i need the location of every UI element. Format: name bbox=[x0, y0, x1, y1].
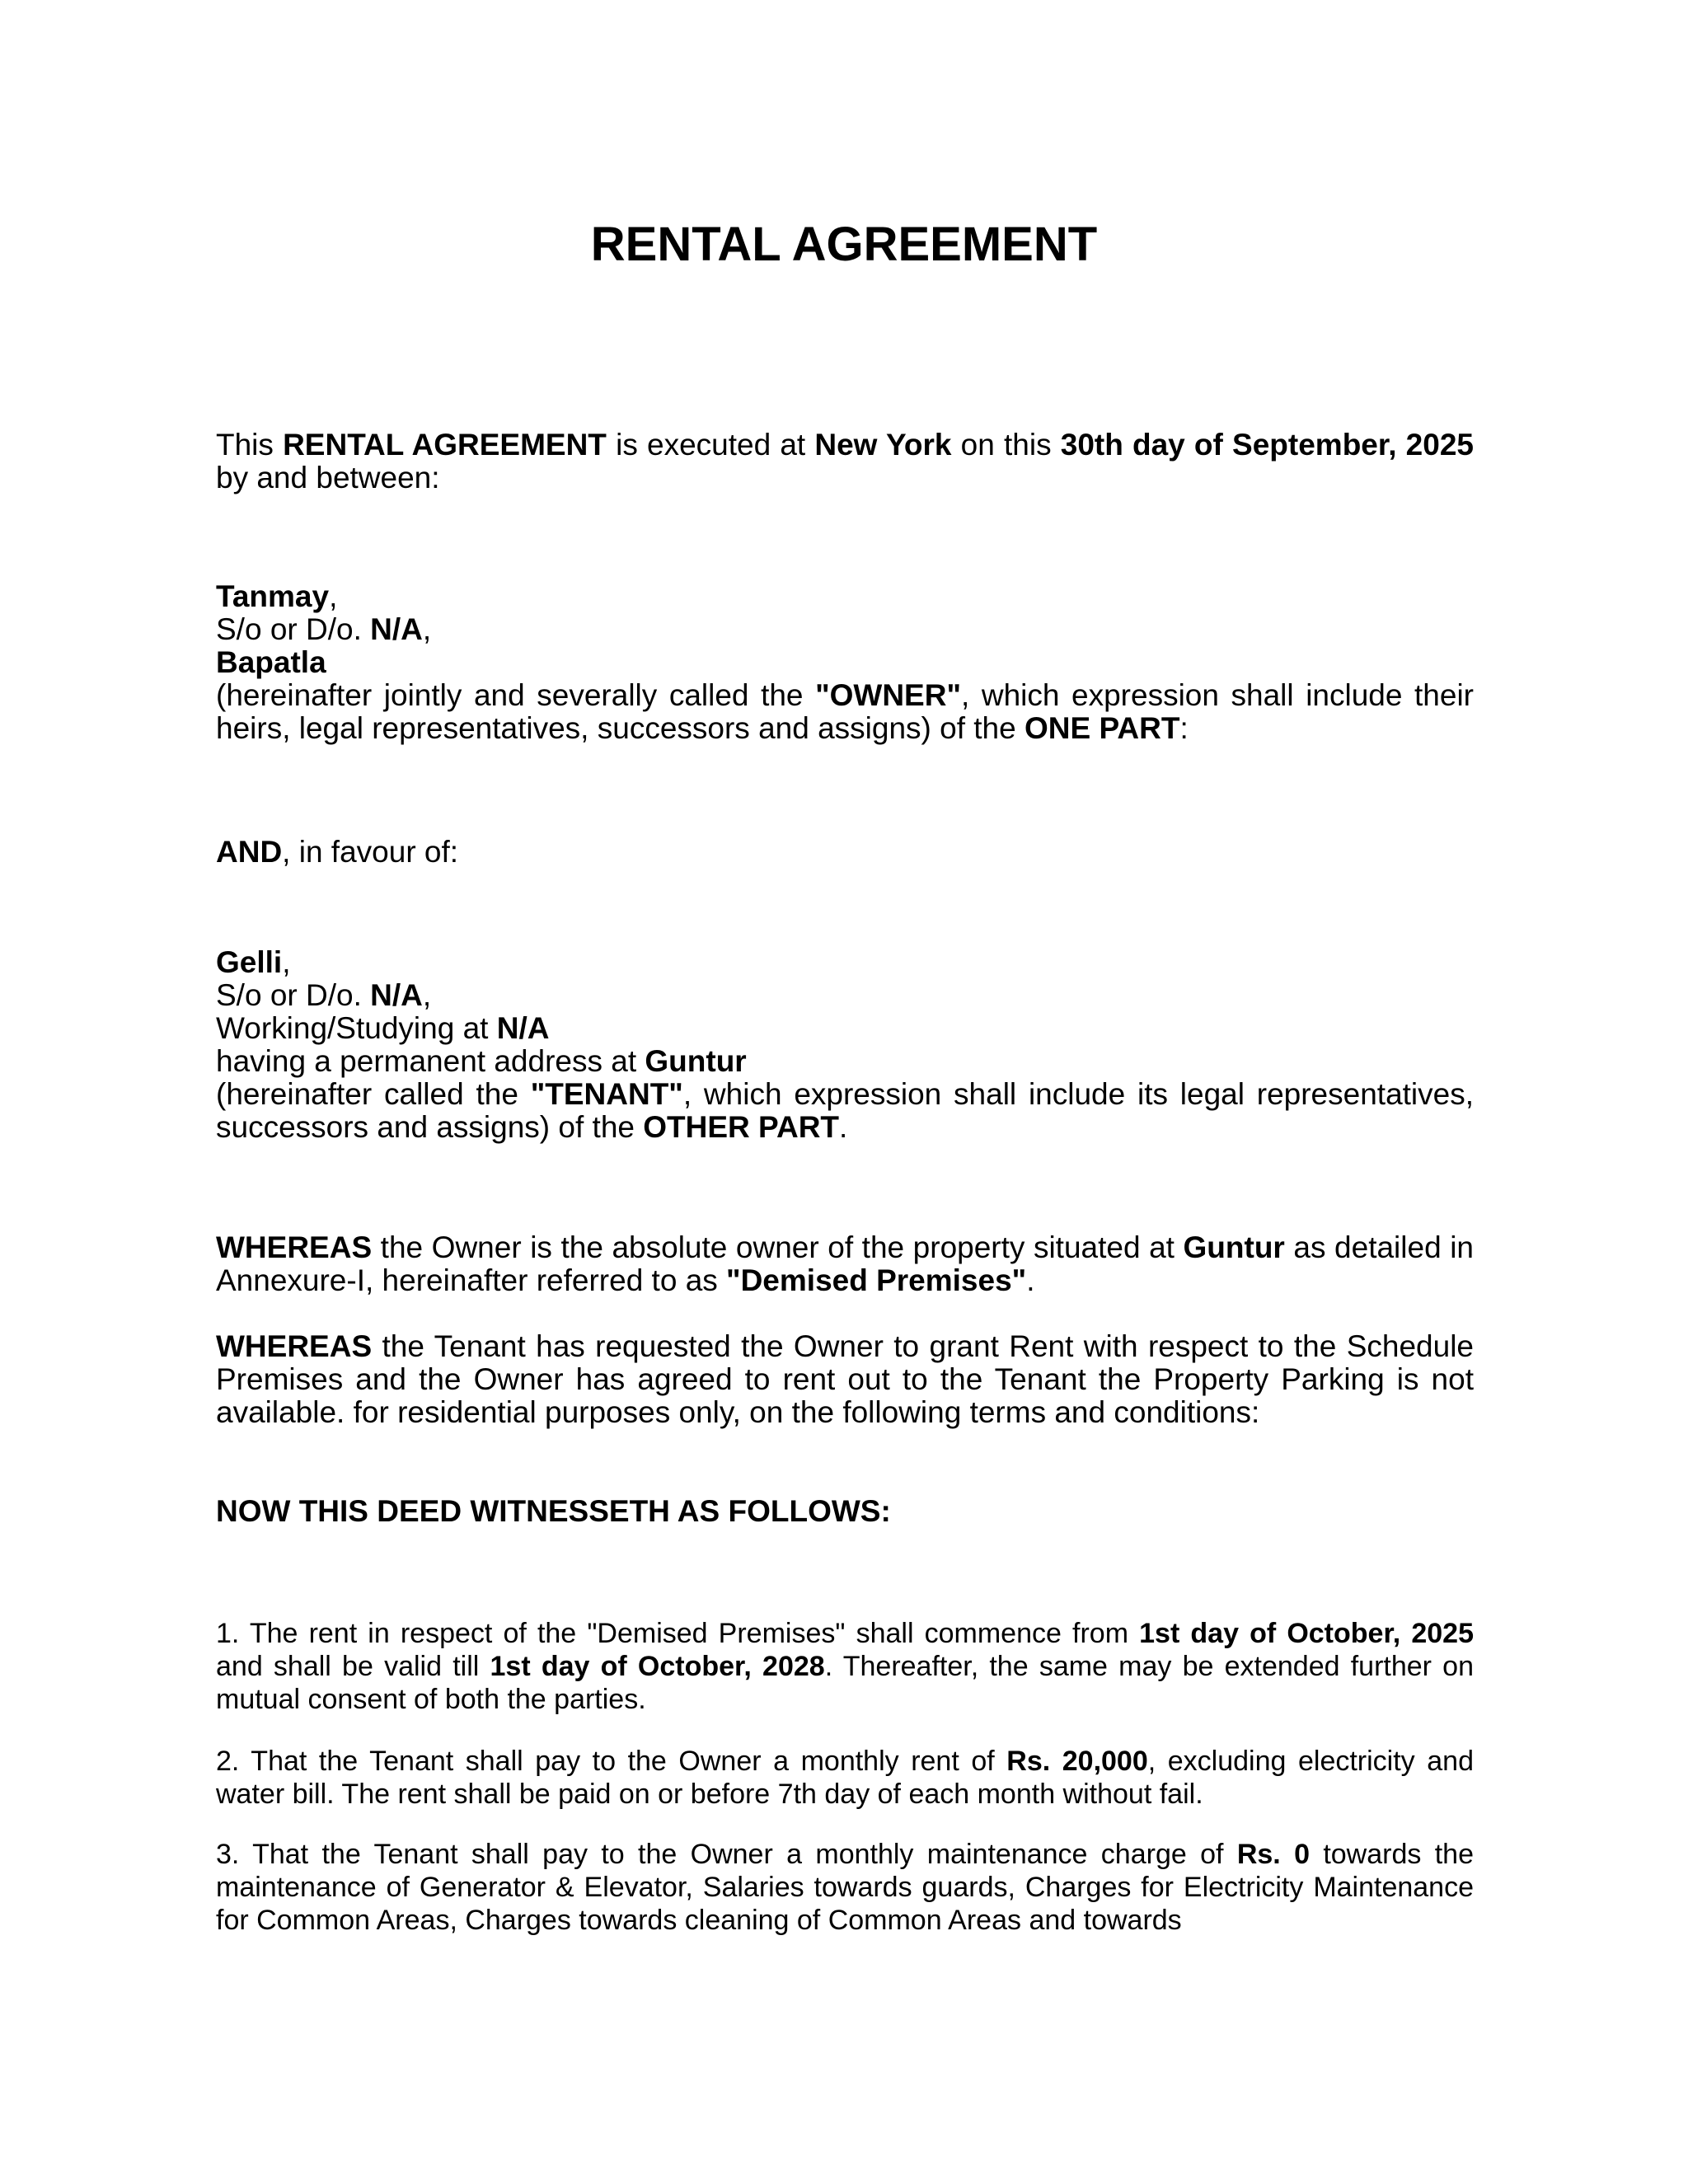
owner-clause bbox=[216, 679, 1474, 745]
tenant-term: "TENANT" bbox=[530, 1077, 683, 1111]
clause-text: . Thereafter, the same may be extended further on mutual consent of both the parties. bbox=[216, 1651, 1474, 1715]
whereas-text: the Owner is the absolute owner of the property situated at bbox=[372, 1230, 1184, 1264]
tenant-parent: N/A bbox=[370, 978, 423, 1012]
clause-2 bbox=[216, 1745, 1474, 1811]
end-date: 1st day of October, 2028 bbox=[490, 1651, 825, 1682]
one-part-term: ONE PART bbox=[1025, 711, 1180, 745]
tenant-section bbox=[216, 946, 1474, 1144]
execution-place: New York bbox=[814, 428, 952, 462]
commencement-date: 1st day of October, 2025 bbox=[1139, 1618, 1475, 1649]
owner-clause-text: , which expression shall include their heirs, legal representatives, successors and assigns) of the bbox=[216, 678, 1474, 745]
tenant-clause-text: (hereinafter called the bbox=[216, 1077, 531, 1111]
owner-name-line bbox=[216, 580, 1474, 613]
owner-parent-line bbox=[216, 613, 1474, 646]
demised-premises-term: "Demised Premises" bbox=[726, 1263, 1027, 1297]
clause-text: , excluding electricity and water bill. The rent shall be paid on or before 7th day of each month without fail. bbox=[216, 1746, 1474, 1810]
clause-text: towards the maintenance of Generator & Elevator, Salaries towards guards, Charges for Electricity Maintenance for Common Areas, Charges towards cleaning of Common Areas and towards bbox=[216, 1839, 1474, 1936]
owner-term: "OWNER" bbox=[815, 678, 961, 712]
whereas-paragraph-2 bbox=[216, 1330, 1474, 1429]
document-title: RENTAL AGREEMENT bbox=[590, 218, 1098, 271]
tenant-address: Guntur bbox=[645, 1044, 747, 1078]
intro-text: is executed at bbox=[606, 428, 815, 462]
intro-text: on this bbox=[951, 428, 1061, 462]
and-text: , in favour of: bbox=[282, 835, 459, 869]
clause-text: 1. The rent in respect of the "Demised Premises" shall commence from bbox=[216, 1618, 1140, 1649]
owner-parent: N/A bbox=[370, 612, 423, 646]
intro-paragraph bbox=[216, 429, 1474, 494]
witnesseth-heading bbox=[216, 1495, 1474, 1528]
execution-date: 30th day of September, 2025 bbox=[1060, 428, 1474, 462]
owner-clause-text: (hereinafter jointly and severally called the bbox=[216, 678, 816, 712]
punctuation: : bbox=[1179, 711, 1189, 745]
tenant-parent-label: S/o or D/o. bbox=[216, 978, 371, 1012]
tenant-name-line bbox=[216, 946, 1474, 979]
property-location: Guntur bbox=[1183, 1230, 1285, 1264]
clause-3 bbox=[216, 1838, 1474, 1937]
punctuation: , bbox=[282, 945, 291, 979]
punctuation: , bbox=[329, 579, 338, 613]
other-part-term: OTHER PART bbox=[643, 1110, 840, 1144]
owner-section bbox=[216, 580, 1474, 745]
whereas-paragraph-1 bbox=[216, 1231, 1474, 1297]
tenant-address-label: having a permanent address at bbox=[216, 1044, 645, 1078]
and-keyword: AND bbox=[216, 835, 283, 869]
punctuation: . bbox=[1026, 1263, 1035, 1297]
tenant-work-line bbox=[216, 1012, 1474, 1045]
clause-text: 3. That the Tenant shall pay to the Owner a monthly maintenance charge of bbox=[216, 1839, 1237, 1870]
clause-text: 2. That the Tenant shall pay to the Owner a monthly rent of bbox=[216, 1746, 1007, 1777]
owner-name: Tanmay bbox=[216, 579, 330, 613]
and-line bbox=[216, 836, 1474, 869]
punctuation: . bbox=[839, 1110, 848, 1144]
whereas-keyword: WHEREAS bbox=[216, 1329, 373, 1363]
tenant-work: N/A bbox=[496, 1011, 550, 1045]
owner-parent-label: S/o or D/o. bbox=[216, 612, 371, 646]
tenant-clause-text: , which expression shall include its legal representatives, successors and assigns) of the bbox=[216, 1077, 1474, 1144]
whereas-text: as detailed in Annexure-I, hereinafter referred to as bbox=[216, 1230, 1475, 1297]
tenant-address-line bbox=[216, 1045, 1474, 1078]
whereas-keyword: WHEREAS bbox=[216, 1230, 373, 1264]
tenant-parent-line bbox=[216, 979, 1474, 1012]
whereas-text: the Tenant has requested the Owner to grant Rent with respect to the Schedule Premises and the Owner has agreed to rent out to the Tenant the Property Parking is not available. for residential purposes only, on the following terms and conditions: bbox=[216, 1329, 1474, 1429]
owner-city-line bbox=[216, 646, 1474, 679]
punctuation: , bbox=[422, 612, 432, 646]
agreement-name: RENTAL AGREEMENT bbox=[283, 428, 607, 462]
monthly-rent: Rs. 20,000 bbox=[1006, 1746, 1148, 1777]
tenant-work-label: Working/Studying at bbox=[216, 1011, 497, 1045]
clause-text: and shall be valid till bbox=[216, 1651, 490, 1682]
intro-text: This bbox=[216, 428, 284, 462]
witnesseth-text: NOW THIS DEED WITNESSETH AS FOLLOWS: bbox=[216, 1494, 891, 1528]
punctuation: , bbox=[422, 978, 432, 1012]
intro-text: by and between: bbox=[216, 461, 440, 494]
clause-1 bbox=[216, 1617, 1474, 1716]
tenant-clause bbox=[216, 1078, 1474, 1144]
owner-city: Bapatla bbox=[216, 645, 326, 679]
maintenance-charge: Rs. 0 bbox=[1236, 1839, 1310, 1870]
tenant-name: Gelli bbox=[216, 945, 283, 979]
